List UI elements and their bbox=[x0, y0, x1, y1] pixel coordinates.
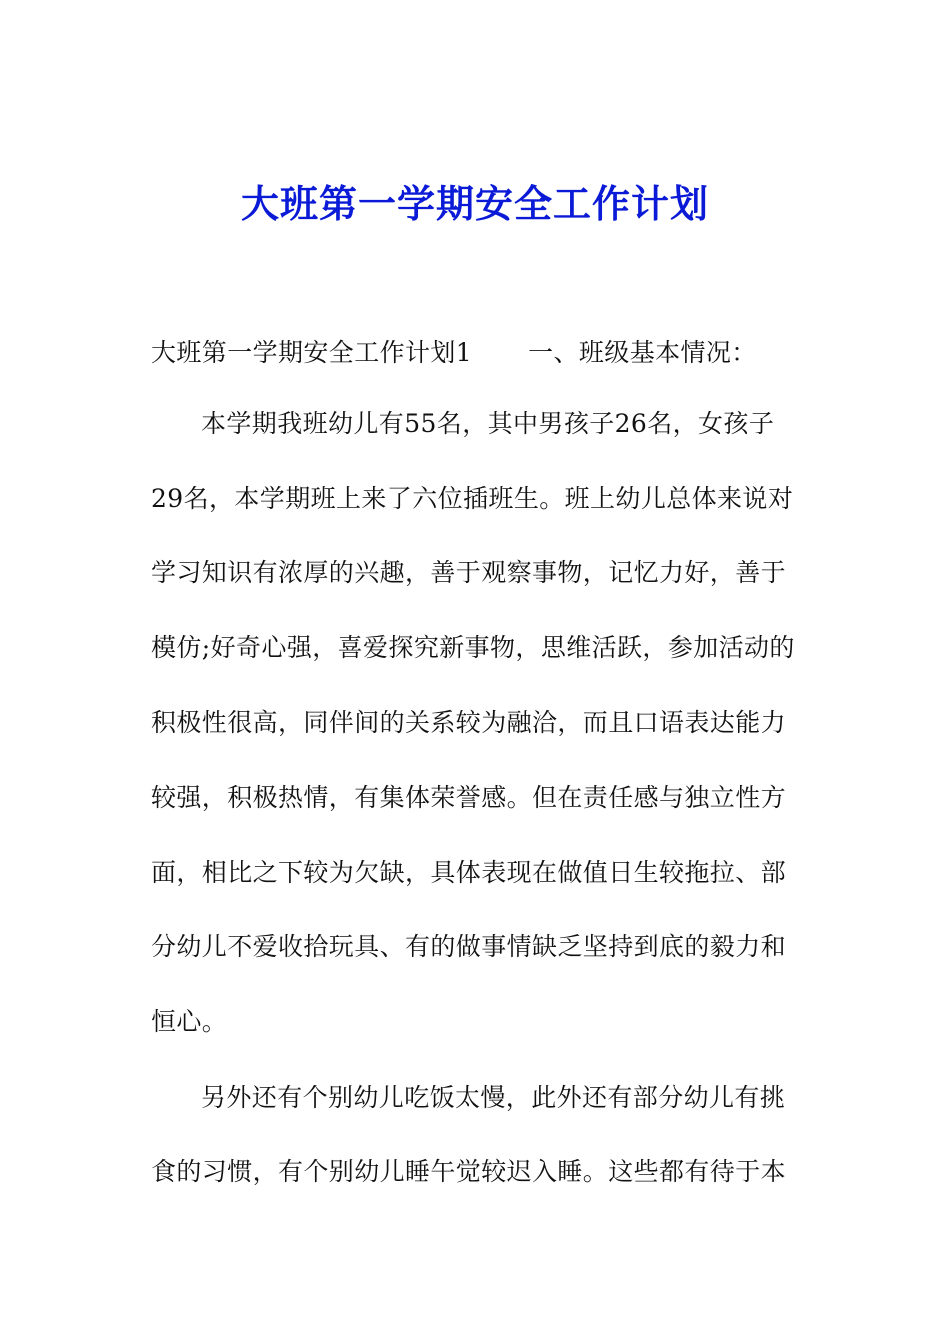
document-title: 大班第一学期安全工作计划 bbox=[240, 181, 709, 226]
paragraph-line: 食的习惯，有个别幼儿睡午觉较迟入睡。这些都有待于本 bbox=[151, 1157, 787, 1186]
section-heading-line bbox=[151, 333, 811, 373]
section-heading: 一、班级基本情况： bbox=[528, 338, 757, 367]
paragraph-line: 另外还有个别幼儿吃饭太慢，此外还有部分幼儿有挑 bbox=[201, 1083, 786, 1112]
paragraph-line: 模仿;好奇心强，喜爱探究新事物，思维活跃，参加活动的 bbox=[151, 633, 795, 662]
paragraph-line: 恒心。 bbox=[151, 1007, 228, 1036]
paragraph-line: 本学期我班幼儿有55名，其中男孩子26名，女孩子 bbox=[201, 409, 775, 438]
paragraph-line: 面，相比之下较为欠缺，具体表现在做值日生较拖拉、部 bbox=[151, 858, 787, 887]
paragraph-line: 较强，积极热情，有集体荣誉感。但在责任感与独立性方 bbox=[151, 783, 787, 812]
paragraph-line: 积极性很高，同伴间的关系较为融洽，而且口语表达能力 bbox=[151, 708, 787, 737]
plan-heading: 大班第一学期安全工作计划1 bbox=[151, 338, 473, 367]
paragraph-line: 分幼儿不爱收拾玩具、有的做事情缺乏坚持到底的毅力和 bbox=[151, 932, 787, 961]
paragraph-line: 学习知识有浓厚的兴趣，善于观察事物，记忆力好，善于 bbox=[151, 558, 787, 587]
paragraph-line: 29名，本学期班上来了六位插班生。班上幼儿总体来说对 bbox=[151, 484, 794, 513]
